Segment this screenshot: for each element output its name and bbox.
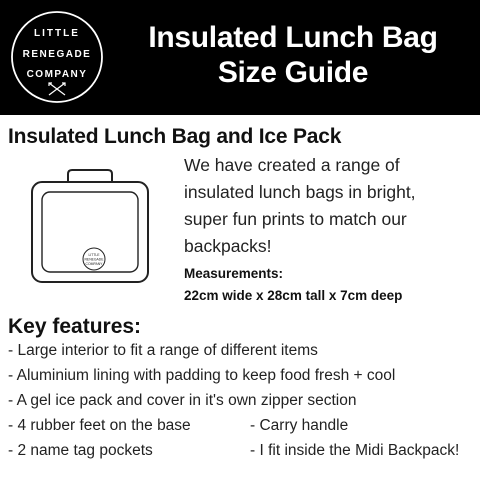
measurements-label: Measurements: bbox=[184, 266, 284, 281]
feature-item: - I fit inside the Midi Backpack! bbox=[250, 442, 460, 459]
key-features-title: Key features: bbox=[8, 315, 142, 338]
intro-paragraph bbox=[184, 152, 474, 260]
intro-line: super fun prints to match our bbox=[184, 209, 407, 229]
measurements-value: 22cm wide x 28cm tall x 7cm deep bbox=[184, 288, 403, 303]
feature-item: - A gel ice pack and cover in it's own zipper section bbox=[8, 392, 357, 409]
intro-line: backpacks! bbox=[184, 236, 272, 256]
lunch-bag-illustration bbox=[28, 168, 152, 286]
bag-logo-text: COMPANY bbox=[85, 262, 103, 266]
brand-logo bbox=[9, 9, 105, 105]
feature-item: - 2 name tag pockets bbox=[8, 442, 153, 459]
page-title bbox=[118, 20, 468, 90]
bag-logo-text: RENEGADE bbox=[84, 257, 104, 262]
bag-logo-text: LITTLE bbox=[88, 253, 100, 257]
logo-text-middle: RENEGADE bbox=[22, 49, 92, 60]
logo-text-top: LITTLE bbox=[34, 28, 80, 39]
feature-item: - Large interior to fit a range of different items bbox=[8, 342, 318, 359]
feature-item: - Aluminium lining with padding to keep food fresh + cool bbox=[8, 367, 396, 384]
feature-item: - 4 rubber feet on the base bbox=[8, 417, 191, 434]
section-title: Insulated Lunch Bag and Ice Pack bbox=[8, 125, 342, 148]
logo-text-bottom: COMPANY bbox=[26, 69, 88, 80]
intro-line: We have created a range of bbox=[184, 155, 400, 175]
page-title-line-2: Size Guide bbox=[217, 56, 369, 89]
intro-line: insulated lunch bags in bright, bbox=[184, 182, 416, 202]
feature-item: - Carry handle bbox=[250, 417, 349, 434]
header-banner bbox=[0, 0, 480, 115]
page-title-line-1: Insulated Lunch Bag bbox=[148, 21, 438, 54]
